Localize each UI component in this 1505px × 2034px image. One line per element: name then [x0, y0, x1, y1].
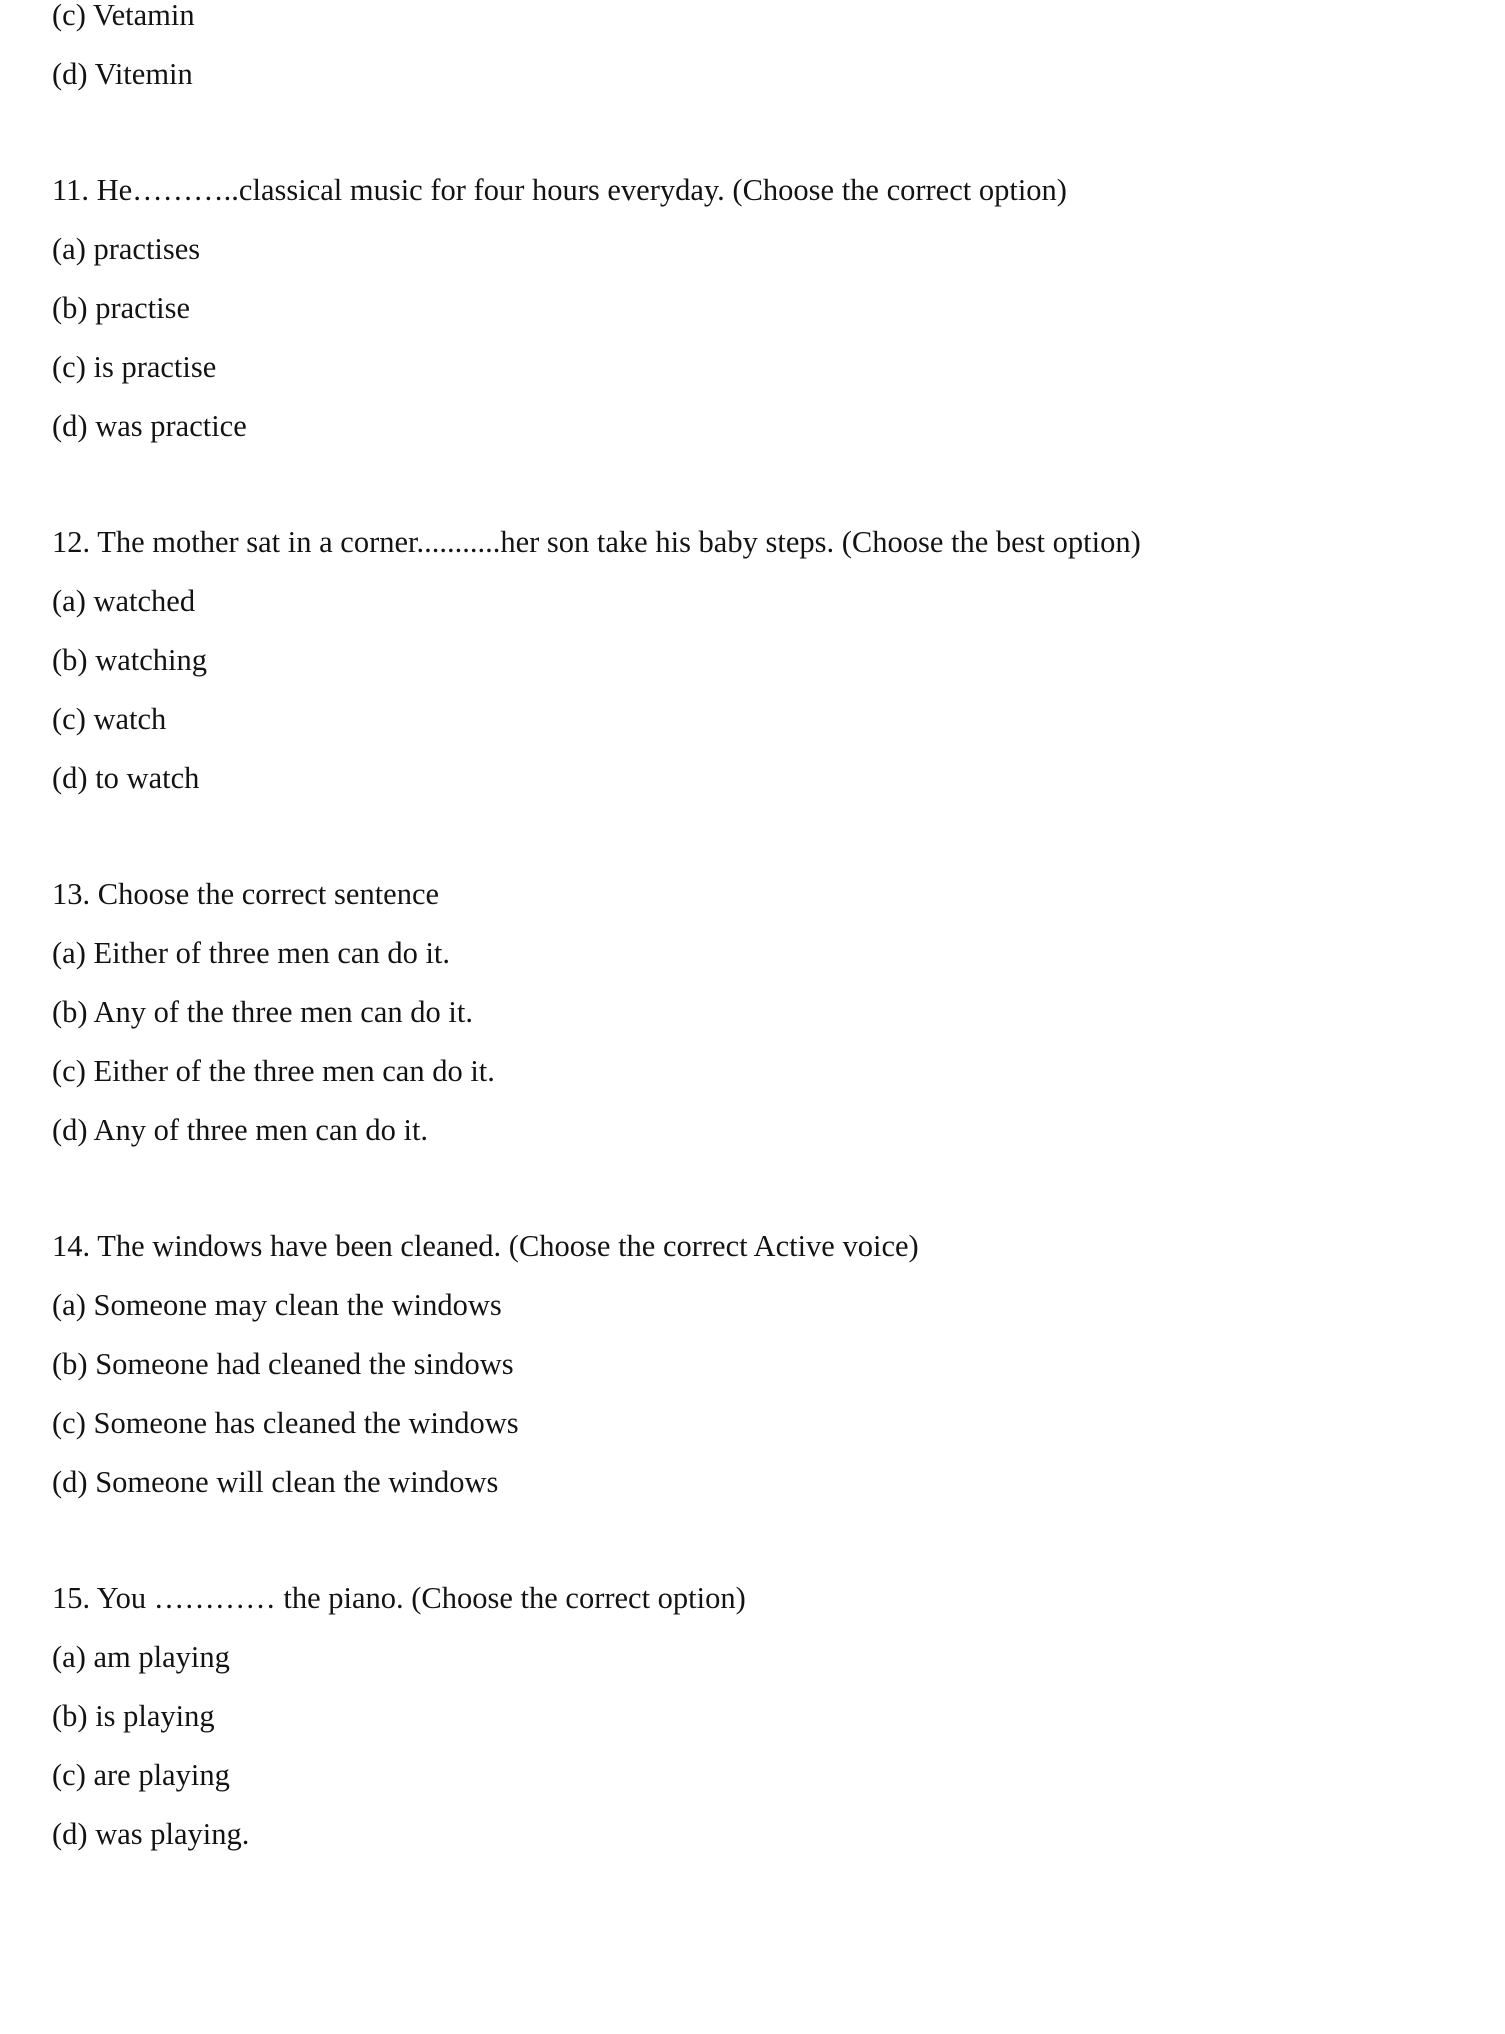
option-item: (c) are playing	[52, 1758, 230, 1792]
option-item: (d) Someone will clean the windows	[52, 1465, 499, 1499]
option-item: (b) Someone had cleaned the sindows	[52, 1347, 514, 1381]
option-item: (b) Any of the three men can do it.	[52, 995, 473, 1029]
question-block-14	[52, 1216, 1452, 1512]
option-item: (b) watching	[52, 643, 207, 677]
question-stem: 15. You ………… the piano. (Choose the correct option)	[52, 1581, 746, 1615]
option-item: (a) practises	[52, 232, 201, 266]
question-stem: 11. He………..classical music for four hours everyday. (Choose the correct option)	[52, 173, 1067, 207]
option-item: (c) watch	[52, 702, 167, 736]
question-stem: 14. The windows have been cleaned. (Choose the correct Active voice)	[52, 1229, 919, 1263]
option-item: (a) Either of three men can do it.	[52, 936, 451, 970]
option-item: (d) Vitemin	[52, 57, 193, 91]
page-content	[52, 0, 1452, 1864]
question-block-15	[52, 1568, 1452, 1864]
option-item: (a) Someone may clean the windows	[52, 1288, 502, 1322]
question-block-13	[52, 864, 1452, 1160]
question-stem: 12. The mother sat in a corner...........her son take his baby steps. (Choose the best option)	[52, 525, 1141, 559]
orphan-options-block	[52, 0, 1452, 104]
option-item: (d) to watch	[52, 761, 200, 795]
option-item: (d) was practice	[52, 409, 247, 443]
option-item: (c) is practise	[52, 350, 217, 384]
option-item: (b) practise	[52, 291, 191, 325]
option-item: (a) watched	[52, 584, 196, 618]
question-block-12	[52, 512, 1452, 808]
option-item: (c) Someone has cleaned the windows	[52, 1406, 519, 1440]
option-item: (b) is playing	[52, 1699, 215, 1733]
option-item: (c) Either of the three men can do it.	[52, 1054, 495, 1088]
option-item: (c) Vetamin	[52, 0, 195, 32]
option-item: (a) am playing	[52, 1640, 230, 1674]
question-block-11	[52, 160, 1452, 456]
question-stem: 13. Choose the correct sentence	[52, 877, 440, 911]
option-item: (d) Any of three men can do it.	[52, 1113, 429, 1147]
option-item: (d) was playing.	[52, 1817, 250, 1851]
